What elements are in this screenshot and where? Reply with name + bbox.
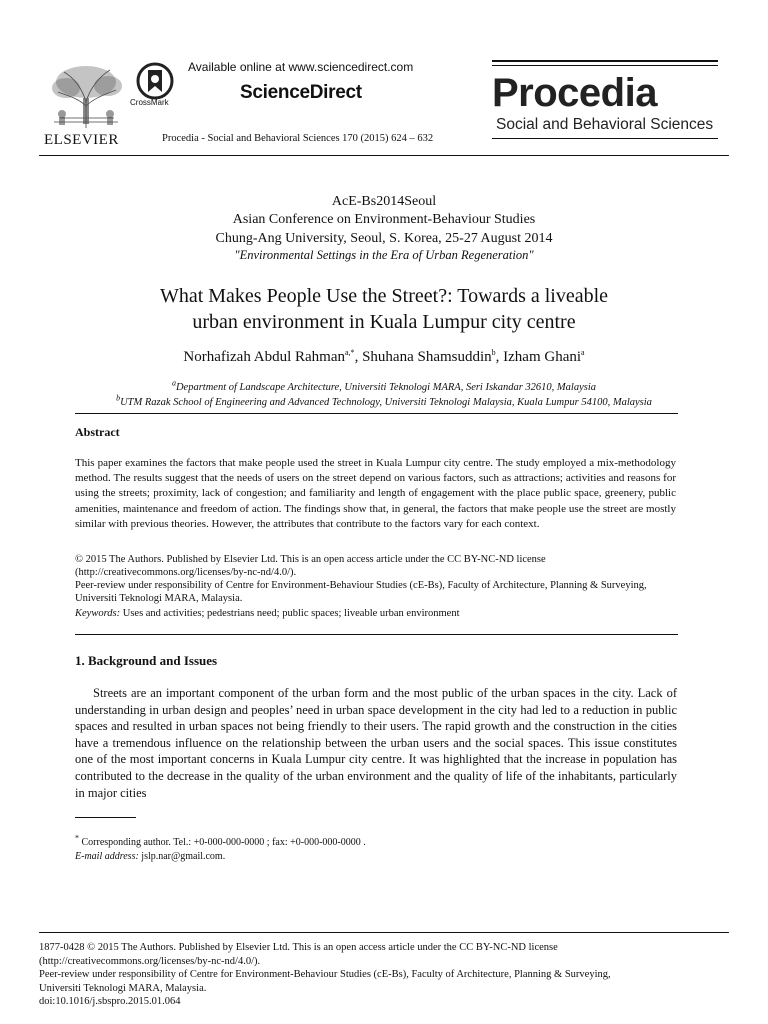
elsevier-tree-logo: [44, 62, 128, 130]
paper-title-line2: urban environment in Kuala Lumpur city centre: [192, 311, 576, 333]
conference-code: AcE-Bs2014Seoul: [331, 194, 437, 209]
author-3: Izham Ghani: [503, 349, 582, 365]
corresponding-author-note: * Corresponding author. Tel.: +0-000-000-0000 ; fax: +0-000-000-0000 .: [75, 833, 366, 848]
abstract-heading: Abstract: [75, 425, 120, 439]
author-1: Norhafizah Abdul Rahman: [183, 349, 345, 365]
keywords-list: Uses and activities; pedestrians need; public spaces; liveable urban environment: [120, 608, 460, 619]
available-online: Available online at www.sciencedirect.com: [188, 60, 414, 74]
procedia-rule-top-1: [492, 60, 718, 62]
paper-title-line1: What Makes People Use the Street?: Towards a liveable: [159, 285, 609, 307]
affiliation-b-mark: b: [116, 393, 121, 403]
email-label: E-mail address:: [75, 851, 139, 862]
footnote-rule: [75, 817, 136, 818]
author-2-affiliation: b: [491, 348, 496, 357]
copyright-notice: © 2015 The Authors. Published by Elsevier Ltd. This is an open access article under the CC BY-NC-ND license (http://creativecommons.org/licenses/by-nc-nd/4.0/). Peer-review under responsibility of Centre for Environment-Behaviour Studies (cE-Bs), Faculty of Architecture, Planning & Surveying, Universiti Teknologi MARA, Malaysia.: [75, 553, 695, 605]
email-address[interactable]: jslp.nar@gmail.com.: [138, 851, 226, 862]
affiliation-a: $^a$Department of Landscape Architecture, Universiti Teknologi MARA, Seri Iskandar 32610, Malaysia: [171, 378, 597, 393]
abstract-body: This paper examines the factors that make people used the street in Kuala Lumpur city centre. The study employed a mix-methodology method. The results suggest that the needs of users on the street depend on various factors, such as attractions; activities and reasons for using the streets; proximity, lack of congestion; and familiarity and length of engagement with the place public space, greenery, public amenities, maintenance and freedom of action. The findings show that, in general, the factors that make people use the street are mostly similar with previous theories. However, the attributes that contribute to the factors vary for each context.: [75, 457, 676, 530]
bottom-divider: [39, 932, 729, 933]
license-link[interactable]: (http://creativecommons.org/licenses/by-nc-nd/4.0/).: [75, 567, 297, 578]
procedia-rule-top-2: [492, 65, 718, 66]
sciencedirect-logo: ScienceDirect: [240, 82, 362, 103]
bottom-license-link[interactable]: (http://creativecommons.org/licenses/by-nc-nd/4.0/).: [39, 955, 261, 967]
abstract-divider-top: [75, 413, 678, 414]
publisher-wordmark: ELSEVIER: [44, 132, 119, 148]
affiliation-b: $^b$UTM Razak School of Engineering and Advanced Technology, Universiti Teknologi Malaysia, Kuala Lumpur 54100, Malaysia: [116, 393, 652, 408]
author-list: Norhafizah Abdul Rahman$^{a,*}$, Shuhana Shamsuddin$^b$, Izham Ghani$^a$: [183, 348, 585, 365]
procedia-rule-bottom: [492, 138, 718, 139]
procedia-title: Procedia: [492, 71, 657, 115]
doi[interactable]: doi:10.1016/j.sbspro.2015.01.064: [39, 996, 181, 1007]
procedia-subtitle: Social and Behavioral Sciences: [496, 116, 714, 133]
affiliation-a-mark: a: [171, 378, 176, 388]
journal-reference: Procedia - Social and Behavioral Sciences 170 (2015) 624 – 632: [162, 133, 434, 144]
conference-theme: "Environmental Settings in the Era of Urban Regeneration": [234, 248, 534, 262]
author-3-affiliation: a: [581, 348, 585, 357]
author-2: Shuhana Shamsuddin: [362, 349, 492, 365]
section-body: Streets are an important component of the urban form and the most public of the urban spaces in the city. Lack of understanding in urban design and peoples’ need in urban space development in the city had led to a reduction in public spaces and resulted in urban spaces not being friendly to their users. The rapid growth and the construction in the cities have a tremendous influence on the relationship between the urban users and the social spaces. This issue constitutes one of the most important concerns in Kuala Lumpur city centre. It was highlighted that the increase in population has contributed to the decrease in the quality of the urban environment and the quality of life of the inhabitants, particularly in major cities: [75, 686, 677, 800]
keywords-label: Keywords:: [75, 608, 121, 619]
keywords: [75, 607, 695, 620]
conference-venue: Chung-Ang University, Seoul, S. Korea, 25-27 August 2014: [215, 231, 553, 246]
conference-name: Asian Conference on Environment-Behaviour Studies: [232, 212, 536, 227]
author-1-affiliation: a,*: [345, 348, 355, 357]
crossmark-label: CrossMark: [130, 98, 169, 107]
footnote-mark: *: [75, 833, 79, 843]
abstract-divider-bottom: [75, 634, 678, 635]
email-note: [75, 850, 225, 863]
header-divider: [39, 155, 729, 156]
section-heading: 1. Background and Issues: [75, 653, 218, 668]
bottom-legal-block: 1877-0428 © 2015 The Authors. Published by Elsevier Ltd. This is an open access article under the CC BY-NC-ND license (http://creativecommons.org/licenses/by-nc-nd/4.0/). Peer-review under responsibility of Centre for Environment-Behaviour Studies (cE-Bs), Faculty of Architecture, Planning & Surveying, Universiti Teknologi MARA, Malaysia. doi:10.1016/j.sbspro.2015.01.064: [39, 941, 739, 1009]
